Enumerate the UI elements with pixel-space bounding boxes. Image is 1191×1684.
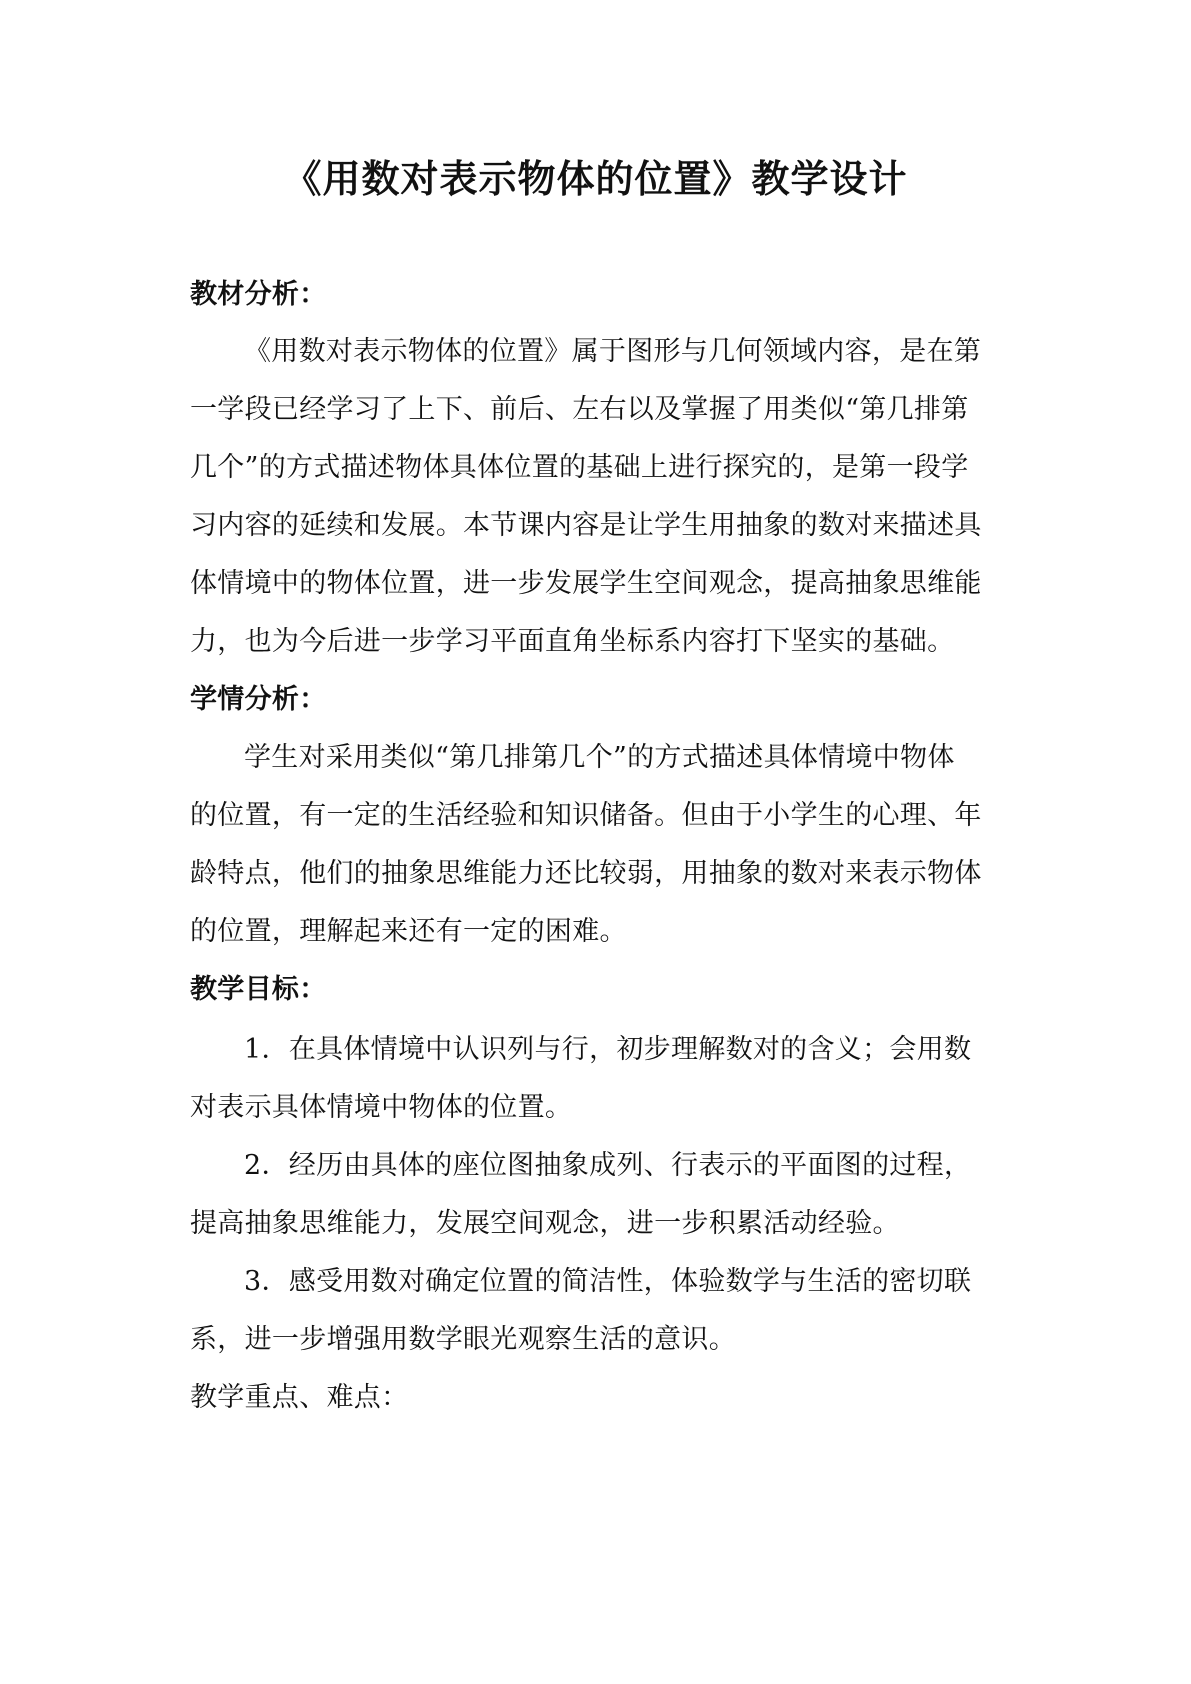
paragraph-line: 习内容的延续和发展。本节课内容是让学生用抽象的数对来描述具 [190,510,982,541]
paragraph-line: 一学段已经学习了上下、前后、左右以及掌握了用类似“第几排第 [190,394,969,425]
paragraph-line: 学生对采用类似“第几排第几个”的方式描述具体情境中物体 [244,742,955,773]
section-heading-key-points: 教学重点、难点： [190,1382,409,1413]
goal-item-line: 提高抽象思维能力，发展空间观念，进一步积累活动经验。 [190,1208,900,1239]
page-title: 《用数对表示物体的位置》教学设计 [283,156,908,201]
goal-item-line: 对表示具体情境中物体的位置。 [190,1092,573,1123]
goal-item-line: 2．经历由具体的座位图抽象成列、行表示的平面图的过程， [244,1150,972,1181]
section-heading-teaching-goals: 教学目标： [190,974,327,1005]
paragraph-line: 体情境中的物体位置，进一步发展学生空间观念，提高抽象思维能 [190,568,982,599]
paragraph-line: 的位置，理解起来还有一定的困难。 [190,916,627,947]
paragraph-line: 力，也为今后进一步学习平面直角坐标系内容打下坚实的基础。 [190,626,955,657]
paragraph-line: 龄特点，他们的抽象思维能力还比较弱，用抽象的数对来表示物体 [190,858,982,889]
paragraph-line: 几个”的方式描述物体具体位置的基础上进行探究的，是第一段学 [190,452,969,483]
section-heading-student-analysis: 学情分析： [190,684,327,715]
goal-item-line: 系，进一步增强用数学眼光观察生活的意识。 [190,1324,736,1355]
paragraph-line: 《用数对表示物体的位置》属于图形与几何领域内容，是在第 [244,336,982,367]
goal-item-line: 1．在具体情境中认识列与行，初步理解数对的含义；会用数 [244,1034,972,1065]
paragraph-line: 的位置，有一定的生活经验和知识储备。但由于小学生的心理、年 [190,800,982,831]
section-heading-textbook-analysis: 教材分析： [190,279,327,310]
goal-item-line: 3．感受用数对确定位置的简洁性，体验数学与生活的密切联 [244,1266,972,1297]
